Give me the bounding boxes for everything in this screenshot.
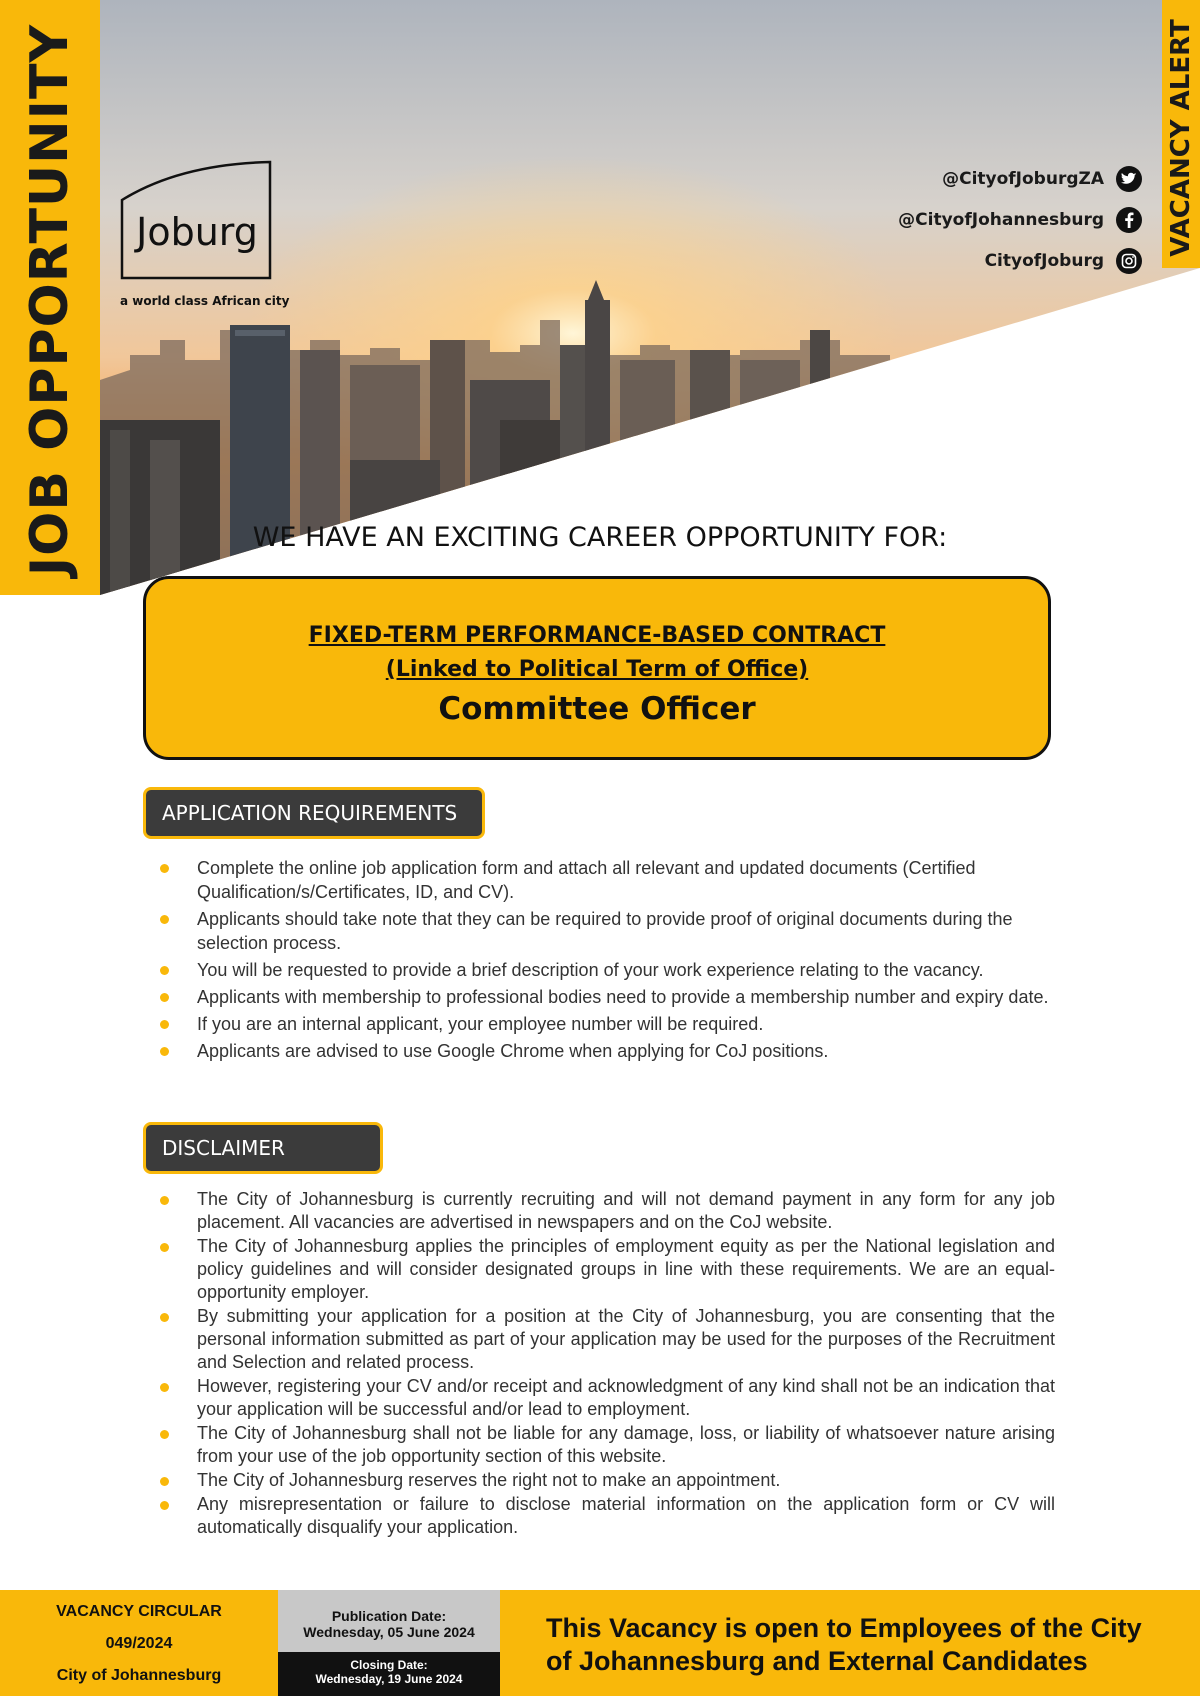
twitter-icon[interactable] (1116, 166, 1142, 192)
instagram-handle[interactable]: CityofJoburg (984, 250, 1104, 271)
social-row-twitter[interactable] (898, 158, 1142, 199)
list-item: Applicants with membership to professional bodies need to provide a membership number and expiry date. (150, 985, 1055, 1009)
social-row-facebook[interactable] (898, 199, 1142, 240)
list-item: The City of Johannesburg shall not be liable for any damage, loss, or liability of whatsoever nature arising from your use of the job opportunity section of this website. (150, 1422, 1055, 1468)
list-item: Complete the online job application form and attach all relevant and updated documents (Certified Qualification/s/Certificates, ID, and CV). (150, 856, 1055, 904)
publication-date-block (278, 1590, 500, 1652)
intro-heading: WE HAVE AN EXCITING CAREER OPPORTUNITY FOR: (252, 522, 948, 553)
notice-line-1: This Vacancy is open to Employees of the City (546, 1613, 1142, 1643)
circular-label: VACANCY CIRCULAR (56, 1603, 222, 1620)
left-vertical-banner (0, 0, 100, 595)
circular-number: 049/2024 (105, 1635, 173, 1652)
notice-line-2: of Johannesburg and External Candidates (546, 1646, 1088, 1676)
list-item: Any misrepresentation or failure to disclose material information on the application form or CV will automatically disqualify your application. (150, 1493, 1055, 1539)
closing-date-block (278, 1652, 500, 1696)
list-item: You will be requested to provide a brief description of your work experience relating to the vacancy. (150, 958, 1055, 982)
publication-date: Wednesday, 05 June 2024 (303, 1624, 475, 1640)
disclaimer-list (150, 1188, 1055, 1540)
banner-right-text: VACANCY ALERT (1166, 19, 1196, 257)
joburg-logo (120, 160, 274, 280)
position-title: Committee Officer (438, 691, 756, 727)
logo-tagline: a world class African city (120, 294, 290, 308)
contract-term: (Linked to Political Term of Office) (385, 657, 809, 682)
social-handles (898, 158, 1142, 281)
list-item: Applicants should take note that they can be required to provide proof of original documents during the selection process. (150, 907, 1055, 955)
closing-date: Wednesday, 19 June 2024 (315, 1672, 463, 1686)
instagram-icon[interactable] (1116, 248, 1142, 274)
publication-label: Publication Date: (331, 1608, 447, 1624)
footer-bar (0, 1590, 1200, 1696)
contract-type: FIXED-TERM PERFORMANCE-BASED CONTRACT (308, 623, 886, 648)
twitter-handle[interactable]: @CityofJoburgZA (942, 168, 1104, 189)
list-item: The City of Johannesburg reserves the right not to make an appointment. (150, 1469, 1055, 1492)
facebook-icon[interactable] (1116, 207, 1142, 233)
position-title-box (143, 576, 1051, 760)
disclaimer-heading: DISCLAIMER (143, 1122, 383, 1174)
facebook-handle[interactable]: @CityofJohannesburg (898, 209, 1104, 230)
list-item: If you are an internal applicant, your employee number will be required. (150, 1012, 1055, 1036)
org-name: City of Johannesburg (56, 1667, 222, 1684)
logo-wordmark: Joburg (136, 210, 258, 254)
list-item: The City of Johannesburg is currently recruiting and will not demand payment in any form for any job placement. All vacancies are advertised in newspapers and on the CoJ website. (150, 1188, 1055, 1234)
vacancy-circular-block (0, 1590, 278, 1696)
banner-left-text: JOB OPPORTUNITY (20, 23, 80, 577)
right-vertical-banner (1162, 0, 1200, 268)
social-row-instagram[interactable] (898, 240, 1142, 281)
list-item: By submitting your application for a position at the City of Johannesburg, you are consenting that the personal information submitted as part of your application may be used for the purposes of the Recruitment and Selection and related process. (150, 1305, 1055, 1374)
vacancy-eligibility-notice (546, 1612, 1186, 1678)
requirements-list (150, 856, 1055, 1066)
list-item: Applicants are advised to use Google Chrome when applying for CoJ positions. (150, 1039, 1055, 1063)
list-item: The City of Johannesburg applies the principles of employment equity as per the National legislation and policy guidelines and will consider designated groups in line with these requirements. We are an equal-opportunity employer. (150, 1235, 1055, 1304)
list-item: However, registering your CV and/or receipt and acknowledgment of any kind shall not be an indication that your application will be successful and/or lead to employment. (150, 1375, 1055, 1421)
requirements-heading: APPLICATION REQUIREMENTS (143, 787, 485, 839)
closing-label: Closing Date: (350, 1658, 428, 1672)
